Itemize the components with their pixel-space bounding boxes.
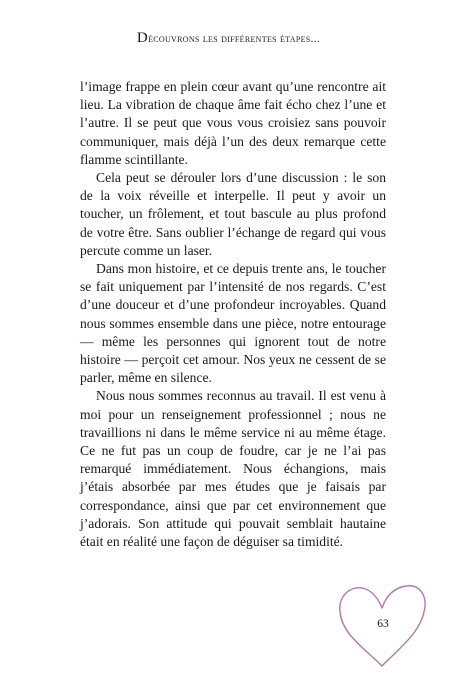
running-head-text: écouvrons les différentes étapes... bbox=[148, 33, 321, 45]
running-head bbox=[0, 30, 457, 47]
paragraph-1: l’image frappe en plein cœur avant qu’une rencontre ait lieu. La vibration de chaque âme fait écho chez l’une et l’autre. Il se peut que vous vous croisiez sans pouvoir communiquer, mais déjà l’un des deux remarque cette flamme scintillante. bbox=[80, 79, 386, 167]
paragraph-2: Cela peut se dérouler lors d’une discussion : le son de la voix réveille et interpelle. Il peut y avoir un toucher, un frôlement, et tout bascule au plus profond de votre être. Sans oublier l’échange de regard qui vous percute comme un laser. bbox=[80, 170, 386, 258]
page-number: 63 bbox=[377, 618, 389, 630]
paragraph-3: Dans mon histoire, et ce depuis trente ans, le toucher se fait uniquement par l’intensité de nos regards. C’est d’une douceur et d’une profondeur incroyables. Quand nous sommes ensemble dans une pièce, notre entourage — même les personnes qui ignorent tout de notre histoire — perçoit cet amour. Nos yeux ne cessent de se parler, même en silence. bbox=[80, 261, 386, 386]
body-text bbox=[80, 78, 386, 551]
paragraph-4: Nous nous sommes reconnus au travail. Il est venu à moi pour un renseignement professionnel ; nous ne travaillions ni dans le même service ni au même étage. Ce ne fut pas un coup de foudre, car je ne l’ai pas remarqué immédiatement. Nous échangions, mais j’étais absorbée par mes études que je faisais par correspondance, ainsi que par cet environnement que j’adorais. Son attitude qui pouvait semblait hautaine était en réalité une façon de déguiser sa timidité. bbox=[80, 388, 386, 550]
running-head-initial: D bbox=[136, 30, 149, 46]
